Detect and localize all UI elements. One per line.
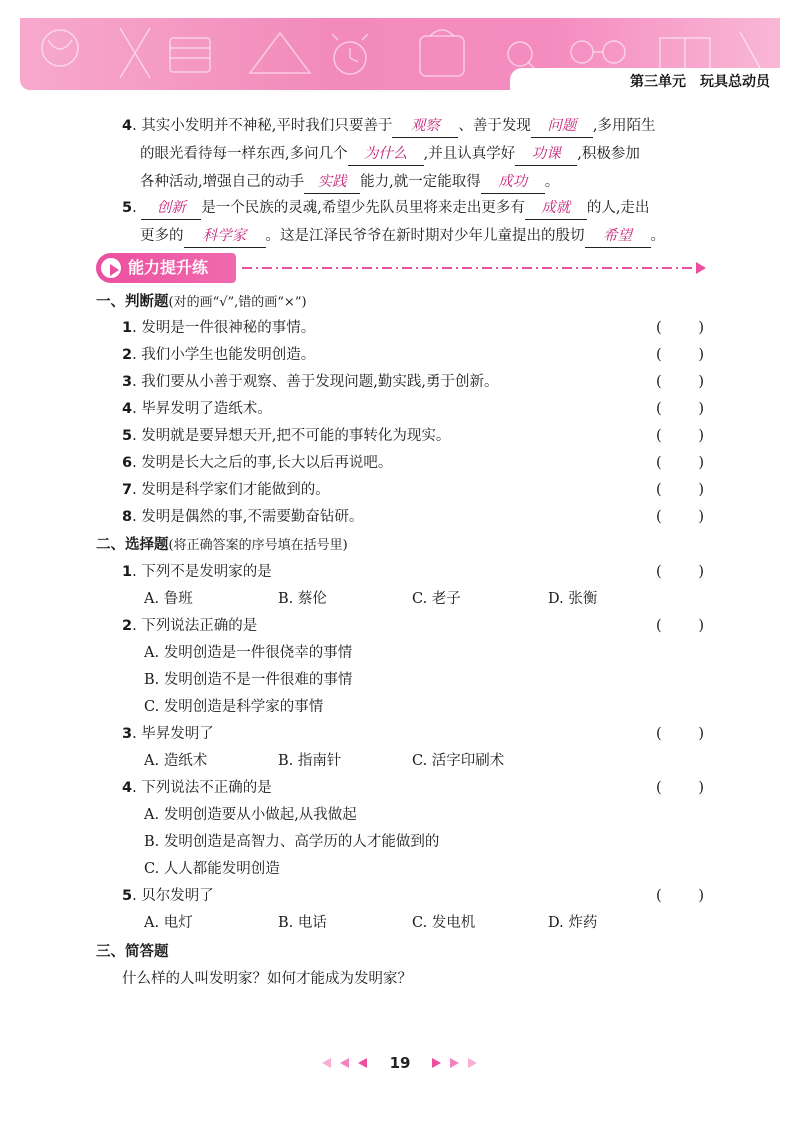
item-number: 5	[122, 888, 133, 904]
page-number: 19	[389, 1054, 411, 1072]
chevron-left-icon	[358, 1058, 367, 1068]
item-number: 3	[122, 374, 133, 390]
question-text: . 其实小发明并不神秘,平时我们只要善于	[132, 118, 393, 134]
choice-option-b[interactable]: B. 指南针	[278, 753, 342, 769]
judge-item-1	[122, 316, 315, 340]
question-text: ,多用陌生	[592, 118, 656, 134]
fill-in-question-4	[122, 112, 742, 196]
question-text: 的人,走出	[586, 200, 650, 216]
item-text: . 下列说法不正确的是	[132, 780, 272, 796]
section-banner	[96, 253, 716, 283]
answer-blank: 观察	[392, 116, 458, 138]
answer-parentheses[interactable]: ( )	[656, 347, 704, 363]
part-instruction: (将正确答案的序号填在括号里)	[168, 538, 348, 553]
judge-heading	[96, 290, 307, 314]
answer-blank: 科学家	[184, 226, 266, 248]
answer-parentheses[interactable]: ( )	[656, 401, 704, 417]
answer-blank: 问题	[531, 116, 593, 138]
answer-blank: 创新	[141, 198, 201, 220]
section-title: 能力提升练	[128, 258, 209, 277]
choice-option-c[interactable]: C. 发电机	[412, 915, 476, 931]
choice-option-c[interactable]: C. 发明创造是科学家的事情	[144, 699, 324, 715]
part-title: 二、选择题	[96, 537, 169, 553]
question-4-line-1	[122, 112, 742, 140]
choice-option-b[interactable]: B. 电话	[278, 915, 327, 931]
item-text: . 发明是一件很神秘的事情。	[132, 320, 316, 336]
choice-option-d[interactable]: D. 张衡	[548, 591, 598, 607]
question-5-line-2	[140, 222, 742, 250]
answer-blank: 成就	[525, 198, 587, 220]
choice-option-c[interactable]: C. 老子	[412, 591, 461, 607]
short-answer-heading	[96, 940, 169, 964]
item-number: 4	[122, 780, 133, 796]
answer-parentheses[interactable]: ( )	[656, 320, 704, 336]
answer-parentheses[interactable]: ( )	[656, 455, 704, 471]
part-instruction: (对的画“√”,错的画“×”)	[168, 295, 307, 310]
answer-parentheses[interactable]: ( )	[656, 374, 704, 390]
choice-question-1	[122, 560, 272, 584]
part-title: 三、简答题	[96, 944, 169, 960]
choice-option-a[interactable]: A. 发明创造是一件很侥幸的事情	[144, 645, 353, 661]
judge-item-8	[122, 505, 363, 529]
judge-item-3	[122, 370, 499, 394]
choice-option-c[interactable]: C. 人人都能发明创造	[144, 861, 280, 877]
answer-blank: 希望	[585, 226, 651, 248]
question-text: 。	[544, 174, 560, 190]
question-4-line-2	[140, 140, 742, 168]
item-number: 5	[122, 428, 133, 444]
question-4-line-3	[140, 168, 742, 196]
answer-parentheses[interactable]: ( )	[656, 780, 704, 796]
answer-parentheses[interactable]: ( )	[656, 564, 704, 580]
question-number: 4	[122, 118, 133, 134]
chevron-right-icon	[432, 1058, 441, 1068]
choice-option-a[interactable]: A. 电灯	[144, 915, 193, 931]
choice-option-c[interactable]: C. 活字印刷术	[412, 753, 505, 769]
item-number: 2	[122, 618, 133, 634]
short-answer-question: 什么样的人叫发明家？如何才能成为发明家？	[122, 971, 412, 987]
fill-in-question-5	[122, 194, 742, 250]
unit-number: 第三单元	[630, 74, 686, 90]
question-text: 能力,就一定能取得	[360, 174, 481, 190]
item-text: . 下列不是发明家的是	[132, 564, 272, 580]
item-text: . 我们小学生也能发明创造。	[132, 347, 316, 363]
item-text: . 贝尔发明了	[132, 888, 214, 904]
question-5-line-1	[122, 194, 742, 222]
item-number: 1	[122, 320, 133, 336]
page-number-bar	[320, 1050, 480, 1076]
item-number: 4	[122, 401, 133, 417]
question-text: 、善于发现	[458, 118, 531, 134]
judge-item-6	[122, 451, 392, 475]
question-text: 。这是江泽民爷爷在新时期对少年儿童提出的殷切	[265, 228, 585, 244]
chevron-right-icon	[450, 1058, 459, 1068]
unit-name: 玩具总动员	[700, 74, 770, 90]
question-text: ,并且认真学好	[423, 146, 516, 162]
chevron-left-icon	[340, 1058, 349, 1068]
play-icon	[99, 256, 123, 280]
choice-option-a[interactable]: A. 鲁班	[144, 591, 193, 607]
item-number: 1	[122, 564, 133, 580]
choice-option-a[interactable]: A. 造纸术	[144, 753, 208, 769]
choice-option-d[interactable]: D. 炸药	[548, 915, 598, 931]
answer-parentheses[interactable]: ( )	[656, 482, 704, 498]
choice-option-a[interactable]: A. 发明创造要从小做起,从我做起	[144, 807, 357, 823]
item-text: . 下列说法正确的是	[132, 618, 258, 634]
answer-parentheses[interactable]: ( )	[656, 888, 704, 904]
item-number: 2	[122, 347, 133, 363]
item-text: . 发明是科学家们才能做到的。	[132, 482, 330, 498]
item-text: . 毕昇发明了造纸术。	[132, 401, 272, 417]
choice-question-4	[122, 776, 272, 800]
question-text: 更多的	[140, 228, 184, 244]
question-text: 的眼光看待每一样东西,多问几个	[140, 146, 348, 162]
item-text: . 毕昇发明了	[132, 726, 214, 742]
answer-blank: 功课	[515, 144, 577, 166]
answer-parentheses[interactable]: ( )	[656, 618, 704, 634]
chevron-right-icon	[468, 1058, 477, 1068]
item-number: 3	[122, 726, 133, 742]
answer-parentheses[interactable]: ( )	[656, 509, 704, 525]
choice-option-b[interactable]: B. 蔡伦	[278, 591, 327, 607]
question-text: 。	[650, 228, 665, 244]
judge-item-7	[122, 478, 330, 502]
section-pill	[96, 253, 236, 283]
part-title: 一、判断题	[96, 294, 169, 310]
answer-blank: 成功	[481, 172, 545, 194]
answer-parentheses[interactable]: ( )	[656, 428, 704, 444]
judge-item-4	[122, 397, 272, 421]
answer-blank: 实践	[304, 172, 360, 194]
item-text: . 我们要从小善于观察、善于发现问题,勤实践,勇于创新。	[132, 374, 499, 390]
answer-parentheses[interactable]: ( )	[656, 726, 704, 742]
question-text: 是一个民族的灵魂,希望少先队员里将来走出更多有	[201, 200, 525, 216]
choice-question-2	[122, 614, 257, 638]
item-text: . 发明就是要异想天开,把不可能的事转化为现实。	[132, 428, 451, 444]
chevron-left-icon	[322, 1058, 331, 1068]
choice-question-3	[122, 722, 214, 746]
question-text: .	[132, 200, 142, 216]
dash-divider	[242, 267, 698, 269]
item-text: . 发明是偶然的事,不需要勤奋钻研。	[132, 509, 364, 525]
arrow-right-icon	[696, 262, 706, 274]
question-number: 5	[122, 200, 133, 216]
choice-heading	[96, 533, 348, 557]
item-number: 8	[122, 509, 133, 525]
question-text: ,积极参加	[577, 146, 640, 162]
choice-question-5	[122, 884, 214, 908]
item-number: 7	[122, 482, 133, 498]
unit-title	[630, 73, 770, 91]
choice-option-b[interactable]: B. 发明创造是高智力、高学历的人才能做到的	[144, 834, 440, 850]
question-text: 各种活动,增强自己的动手	[140, 174, 305, 190]
item-number: 6	[122, 455, 133, 471]
answer-blank: 为什么	[348, 144, 424, 166]
judge-item-2	[122, 343, 315, 367]
choice-option-b[interactable]: B. 发明创造不是一件很难的事情	[144, 672, 353, 688]
judge-item-5	[122, 424, 450, 448]
item-text: . 发明是长大之后的事,长大以后再说吧。	[132, 455, 393, 471]
